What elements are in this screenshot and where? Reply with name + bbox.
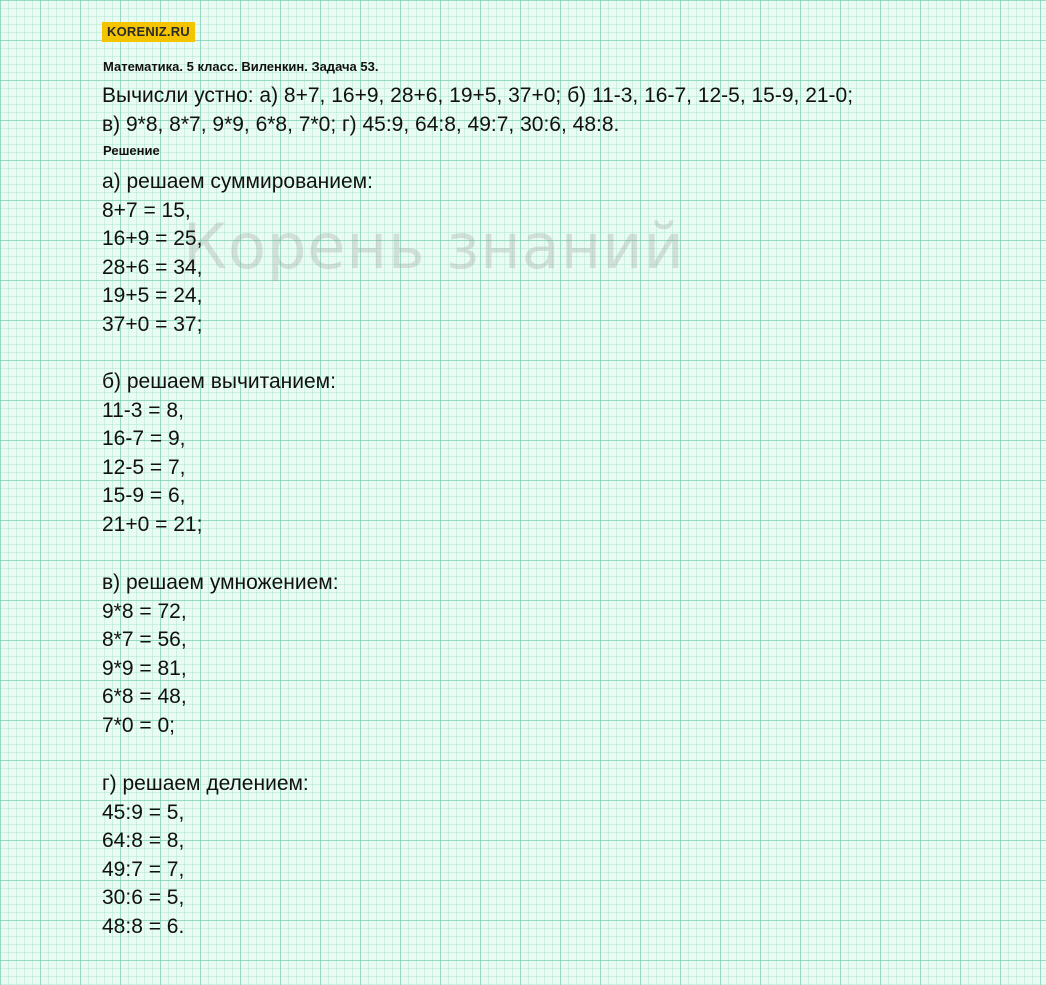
calc-line: 9*8 = 72, <box>102 599 187 623</box>
solution-heading: Решение <box>103 143 160 158</box>
subject-title: Математика. 5 класс. Виленкин. Задача 53. <box>103 59 379 74</box>
section-heading: а) решаем суммированием: <box>102 170 373 193</box>
watermark: Корень знаний <box>183 210 685 283</box>
calc-line: 8*7 = 56, <box>102 628 187 652</box>
calc-line: 37+0 = 37; <box>102 312 203 336</box>
task-line: Вычисли устно: а) 8+7, 16+9, 28+6, 19+5, 37+0; б) 11-3, 16-7, 12-5, 15-9, 21-0; <box>102 84 854 107</box>
calc-line: 8+7 = 15, <box>102 198 191 222</box>
calc-line: 6*8 = 48, <box>102 685 187 709</box>
task-statement <box>102 81 982 139</box>
solution-section-d <box>102 770 309 942</box>
calc-line: 9*9 = 81, <box>102 656 187 680</box>
calc-line: 30:6 = 5, <box>102 886 185 910</box>
calc-line: 7*0 = 0; <box>102 713 175 737</box>
calc-line: 16-7 = 9, <box>102 427 186 451</box>
section-heading: г) решаем делением: <box>102 772 309 795</box>
calc-line: 12-5 = 7, <box>102 455 186 479</box>
calc-line: 48:8 = 6. <box>102 914 185 938</box>
calc-line: 11-3 = 8, <box>102 398 184 422</box>
solution-section-b <box>102 368 336 540</box>
calc-line: 19+5 = 24, <box>102 284 203 308</box>
solution-section-c <box>102 569 339 741</box>
calc-line: 16+9 = 25, <box>102 227 203 251</box>
section-heading: в) решаем умножением: <box>102 571 339 594</box>
calc-line: 64:8 = 8, <box>102 829 185 853</box>
calc-line: 45:9 = 5, <box>102 800 185 824</box>
site-logo[interactable]: KORENIZ.RU <box>102 22 195 42</box>
calc-line: 15-9 = 6, <box>102 484 186 508</box>
calc-line: 28+6 = 34, <box>102 255 203 279</box>
solution-section-a <box>102 168 373 340</box>
task-line: в) 9*8, 8*7, 9*9, 6*8, 7*0; г) 45:9, 64:8, 49:7, 30:6, 48:8. <box>102 113 620 136</box>
section-heading: б) решаем вычитанием: <box>102 370 336 393</box>
calc-line: 49:7 = 7, <box>102 857 185 881</box>
calc-line: 21+0 = 21; <box>102 512 203 536</box>
